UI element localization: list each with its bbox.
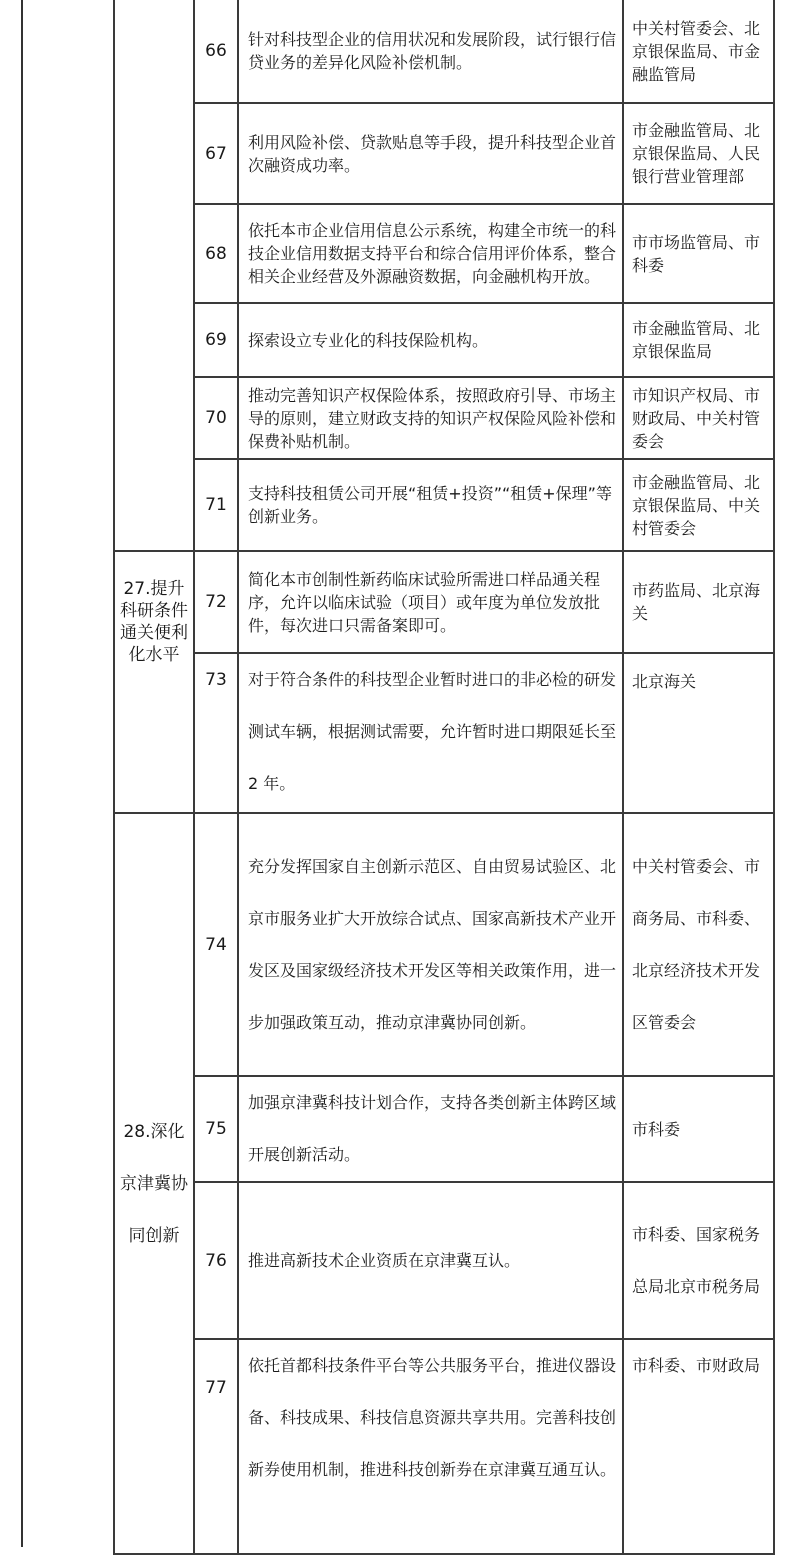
row-department: 市科委、市财政局: [623, 1339, 774, 1554]
row-description: 依托首都科技条件平台等公共服务平台，推进仪器设备、科技成果、科技信息资源共享共用。完善科技创新券使用机制，推进科技创新券在京津冀互通互认。: [238, 1339, 623, 1554]
row-description: 依托本市企业信用信息公示系统，构建全市统一的科技企业信用数据支持平台和综合信用评价体系，整合相关企业经营及外源融资数据，向金融机构开放。: [238, 204, 623, 303]
policy-table: [113, 0, 775, 1555]
table-row: [114, 459, 774, 551]
group-cell: [114, 0, 194, 551]
table-row: [114, 0, 774, 103]
row-number: 71: [194, 459, 238, 551]
row-description: 支持科技租赁公司开展“租赁+投资”“租赁+保理”等创新业务。: [238, 459, 623, 551]
table-row: [114, 204, 774, 303]
row-number: 68: [194, 204, 238, 303]
row-number: 74: [194, 813, 238, 1076]
table-row: [114, 377, 774, 459]
row-department: 中关村管委会、北京银保监局、市金融监管局: [623, 0, 774, 103]
row-number: 73: [194, 653, 238, 813]
row-description: 对于符合条件的科技型企业暂时进口的非必检的研发测试车辆，根据测试需要，允许暂时进口期限延长至 2 年。: [238, 653, 623, 813]
row-number: 77: [194, 1339, 238, 1554]
row-department: 市科委、国家税务总局北京市税务局: [623, 1182, 774, 1339]
row-description: 简化本市创制性新药临床试验所需进口样品通关程序，允许以临床试验（项目）或年度为单位发放批件，每次进口只需备案即可。: [238, 551, 623, 653]
table-row: [114, 103, 774, 204]
table-row: [114, 551, 774, 653]
table-row: [114, 653, 774, 813]
page-left-border: [21, 0, 23, 1547]
table-row: [114, 1339, 774, 1554]
row-department: 市药监局、北京海关: [623, 551, 774, 653]
row-description: 利用风险补偿、贷款贴息等手段，提升科技型企业首次融资成功率。: [238, 103, 623, 204]
group-cell: [114, 551, 194, 813]
row-number: 76: [194, 1182, 238, 1339]
row-department: 市知识产权局、市财政局、中关村管委会: [623, 377, 774, 459]
row-department: 北京海关: [623, 653, 774, 813]
group-cell: [114, 813, 194, 1554]
row-description: 探索设立专业化的科技保险机构。: [238, 303, 623, 377]
table-row: [114, 303, 774, 377]
row-number: 67: [194, 103, 238, 204]
row-department: 市金融监管局、北京银保监局: [623, 303, 774, 377]
row-department: 中关村管委会、市商务局、市科委、北京经济技术开发区管委会: [623, 813, 774, 1076]
table-row: [114, 1076, 774, 1182]
row-number: 72: [194, 551, 238, 653]
row-number: 66: [194, 0, 238, 103]
row-description: 推动完善知识产权保险体系，按照政府引导、市场主导的原则，建立财政支持的知识产权保险风险补偿和保费补贴机制。: [238, 377, 623, 459]
row-description: 加强京津冀科技计划合作，支持各类创新主体跨区域开展创新活动。: [238, 1076, 623, 1182]
row-department: 市科委: [623, 1076, 774, 1182]
row-department: 市市场监管局、市科委: [623, 204, 774, 303]
table-row: [114, 813, 774, 1076]
row-number: 69: [194, 303, 238, 377]
row-description: 充分发挥国家自主创新示范区、自由贸易试验区、北京市服务业扩大开放综合试点、国家高新技术产业开发区及国家级经济技术开发区等相关政策作用，进一步加强政策互动，推动京津冀协同创新。: [238, 813, 623, 1076]
row-description: 推进高新技术企业资质在京津冀互认。: [238, 1182, 623, 1339]
table-row: [114, 1182, 774, 1339]
row-department: 市金融监管局、北京银保监局、人民银行营业管理部: [623, 103, 774, 204]
row-department: 市金融监管局、北京银保监局、中关村管委会: [623, 459, 774, 551]
row-number: 70: [194, 377, 238, 459]
group-label: 28.深化京津冀协同创新: [120, 1121, 188, 1246]
row-number: 75: [194, 1076, 238, 1182]
group-label: 27.提升科研条件通关便利化水平: [120, 579, 188, 665]
row-description: 针对科技型企业的信用状况和发展阶段，试行银行信贷业务的差异化风险补偿机制。: [238, 0, 623, 103]
